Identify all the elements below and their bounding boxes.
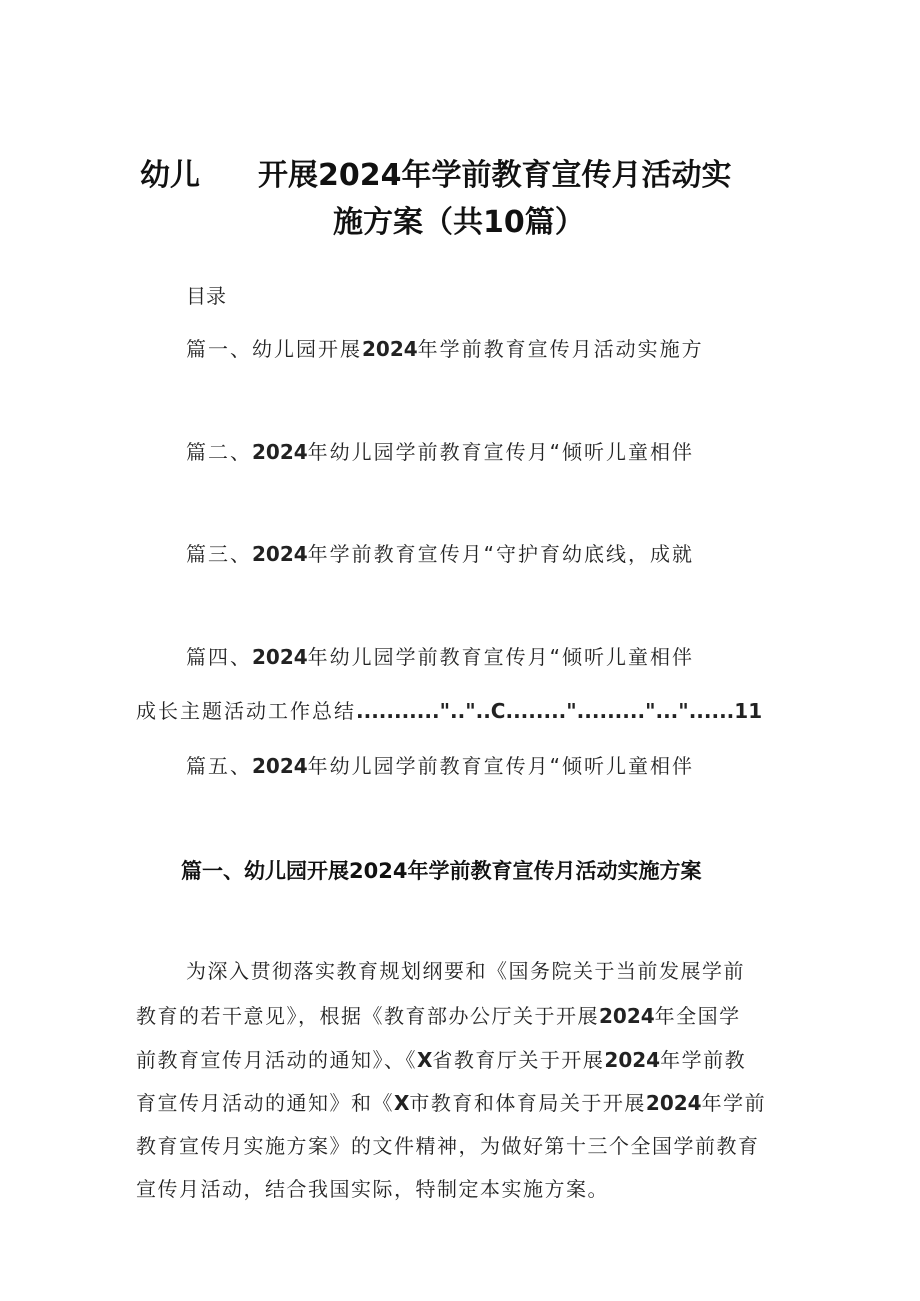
- toc-item-rest: 年学前教育宣传月活动实施方: [417, 337, 704, 361]
- toc-item-prefix: 篇五、: [186, 754, 252, 778]
- document-title-line-2: 施方案（共10篇）: [333, 205, 585, 240]
- body-text: 宣传月活动，结合我国实际，特制定本实施方案。: [136, 1177, 609, 1201]
- toc-item-year: 2024: [252, 645, 308, 669]
- body-text: 年学前教: [660, 1048, 747, 1072]
- body-year: 2024: [645, 1091, 702, 1115]
- toc-item-year: 2024: [252, 754, 308, 778]
- body-placeholder: X: [394, 1091, 410, 1115]
- toc-item-1[interactable]: [186, 333, 704, 362]
- body-text: 年学前: [701, 1091, 767, 1115]
- toc-item-5[interactable]: [186, 750, 694, 779]
- toc-item-year: 2024: [252, 440, 308, 464]
- body-year: 2024: [604, 1048, 661, 1072]
- toc-item-prefix: 篇四、: [186, 645, 252, 669]
- toc-item-2[interactable]: [186, 436, 694, 465]
- toc-item-year: 2024: [252, 542, 308, 566]
- body-text: 市教育和体育局关于开展: [409, 1091, 646, 1115]
- toc-heading: 目录: [186, 284, 226, 308]
- body-text: 省教育厅关于开展: [432, 1048, 605, 1072]
- toc-item-prefix: 篇三、: [186, 542, 252, 566]
- body-line-2: [136, 1000, 796, 1029]
- title-fragment-b: 开展2024年学前教育宣传月活动实: [258, 158, 732, 193]
- body-text: 为深入贯彻落实教育规划纲要和《国务院关于当前发展学前: [186, 959, 745, 983]
- toc-continuation-text: 成长主题活动工作总结: [136, 699, 356, 723]
- body-line-1: [186, 955, 846, 984]
- body-placeholder: X: [417, 1048, 433, 1072]
- toc-item-rest: 年学前教育宣传月“守护育幼底线，成就: [307, 542, 695, 566]
- toc-item-year: 2024: [362, 337, 418, 361]
- body-text: 前教育宣传月活动的通知》、《: [136, 1048, 417, 1072]
- section-heading: 篇一、幼儿园开展2024年学前教育宣传月活动实施方案: [181, 859, 702, 883]
- body-text: 教育的若干意见》，根据《教育部办公厅关于开展: [136, 1004, 599, 1028]
- body-line-4: [136, 1087, 796, 1116]
- toc-item-rest: 年幼儿园学前教育宣传月“倾听儿童相伴: [307, 440, 695, 464]
- body-text: 育宣传月活动的通知》和《: [136, 1091, 394, 1115]
- toc-item-3[interactable]: [186, 538, 694, 567]
- body-line-5: [136, 1130, 796, 1159]
- toc-item-4[interactable]: [186, 641, 694, 670]
- toc-item-prefix: 篇一、幼儿园开展: [186, 337, 362, 361]
- toc-item-rest: 年幼儿园学前教育宣传月“倾听儿童相伴: [307, 754, 695, 778]
- toc-item-prefix: 篇二、: [186, 440, 252, 464]
- body-text: 年全国学: [654, 1004, 741, 1028]
- body-text: 教育宣传月实施方案》的文件精神，为做好第十三个全国学前教育: [136, 1134, 760, 1158]
- title-fragment-a: 幼儿: [140, 158, 200, 193]
- toc-dot-leader-page-number: ...........".."..C........"........."..."......11: [356, 699, 763, 723]
- toc-item-4-continuation[interactable]: [136, 695, 762, 724]
- body-line-6: [136, 1173, 796, 1202]
- toc-item-rest: 年幼儿园学前教育宣传月“倾听儿童相伴: [307, 645, 695, 669]
- body-line-3: [136, 1044, 796, 1073]
- body-year: 2024: [599, 1004, 655, 1028]
- document-title-line-1: [140, 150, 732, 194]
